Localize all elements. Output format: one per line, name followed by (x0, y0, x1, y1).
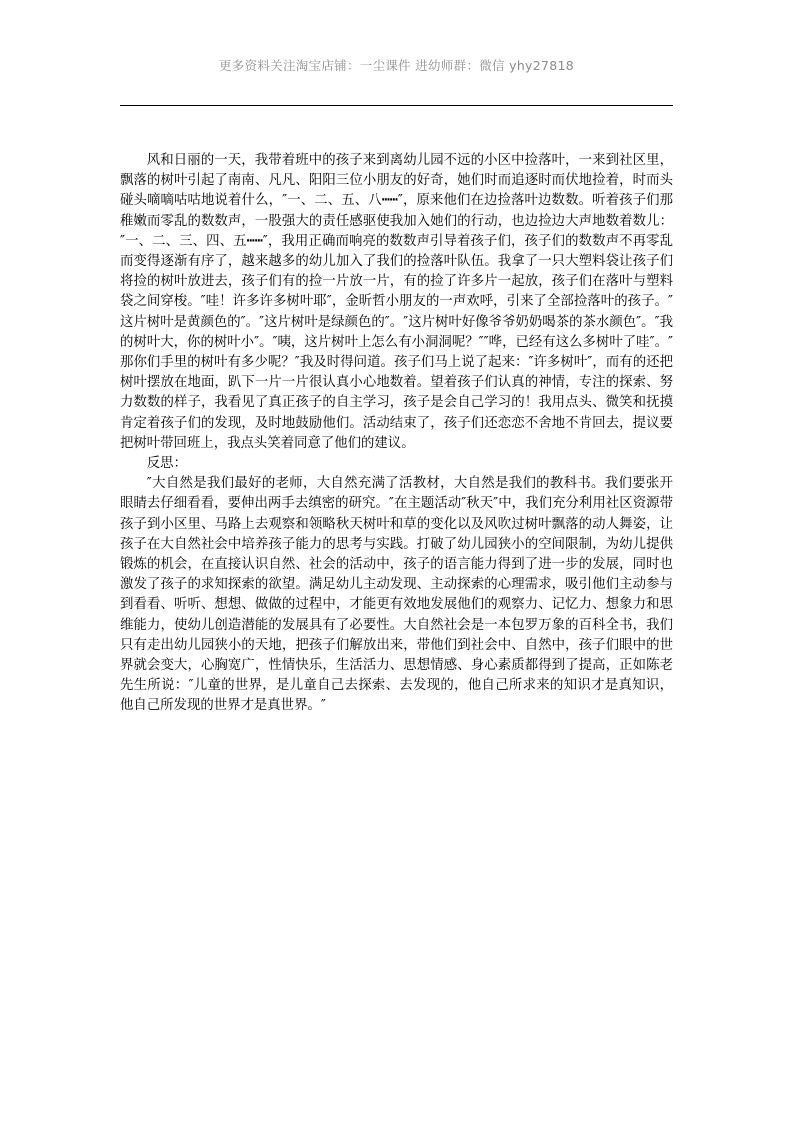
story-paragraph: 风和日丽的一天，我带着班中的孩子来到离幼儿园不远的小区中捡落叶，一来到社区里，飘落的树叶引起了南南、凡凡、阳阳三位小朋友的好奇，她们时而追逐时而伏地捡着，时而头碰头嘀嘀咕咕地说着什么，″一、二、五、八┅┅″，原来他们在边捡落叶边数数。听着孩子们那稚嫩而零乱的数数声，一股强大的责任感驱使我加入她们的行动，也边捡边大声地数着数儿：″一、二、三、四、五┅┅″，我用正确而响亮的数数声引导着孩子们，孩子们的数数声不再零乱而变得逐渐有序了，越来越多的幼儿加入了我们的捡落叶队伍。我拿了一只大塑料袋让孩子们将捡的树叶放进去，孩子们有的捡一片放一片，有的捡了许多片一起放，孩子们在落叶与塑料袋之间穿梭。″哇！许多许多树叶耶″，金昕哲小朋友的一声欢呼，引来了全部捡落叶的孩子。″这片树叶是黄颜色的″。″这片树叶是绿颜色的″。″这片树叶好像爷爷奶奶喝茶的茶水颜色″。″我的树叶大，你的树叶小″。″咦，这片树叶上怎么有小洞洞呢？″″哗，已经有这么多树叶了哇″。″那你们手里的树叶有多少呢？″我及时得问道。孩子们马上说了起来：″许多树叶″，而有的还把树叶摆放在地面，趴下一片一片很认真小心地数着。望着孩子们认真的神情，专注的探索、努力数数的样子，我看见了真正孩子的自主学习，孩子是会自己学习的！我用点头、微笑和抚摸肯定着孩子们的发现，及时地鼓励他们。活动结束了，孩子们还恋恋不舍地不肯回去，提议要把树叶带回班上，我点头笑着同意了他们的建议。 (120, 153, 673, 451)
header-divider (120, 105, 673, 106)
reflection-heading: 反思： (146, 456, 187, 472)
reflection-paragraph: ″大自然是我们最好的老师，大自然充满了活教材，大自然是我们的教科书。我们要张开眼睛去仔细看看，要伸出两手去缜密的研究。″在主题活动″秋天″中，我们充分利用社区资源带孩子到小区里、马路上去观察和领略秋天树叶和草的变化以及风吹过树叶飘落的动人舞姿，让孩子在大自然社会中培养孩子能力的思考与实践。打破了幼儿园狭小的空间限制，为幼儿提供锻炼的机会，在直接认识自然、社会的活动中，孩子的语言能力得到了进一步的发展，同时也激发了孩子的求知探索的欲望。满足幼儿主动发现、主动探索的心理需求，吸引他们主动参与到看看、听听、想想、做做的过程中，才能更有效地发展他们的观察力、记忆力、想象力和思维能力，使幼儿创造潜能的发展具有了必要性。大自然社会是一本包罗万象的百科全书，我们只有走出幼儿园狭小的天地，把孩子们解放出来，带他们到社会中、自然中，孩子们眼中的世界就会变大，心胸宽广，性情快乐，生活活力、思想情感、身心素质都得到了提高，正如陈老先生所说：″儿童的世界，是儿童自己去探索、去发现的，他自己所求来的知识才是真知识，他自己所发现的世界才是真世界。″ (120, 476, 673, 714)
article-body (120, 151, 673, 717)
page-header: 更多资料关注淘宝店铺：一尘课件 进幼师群：微信 yhy27818 (218, 58, 575, 73)
